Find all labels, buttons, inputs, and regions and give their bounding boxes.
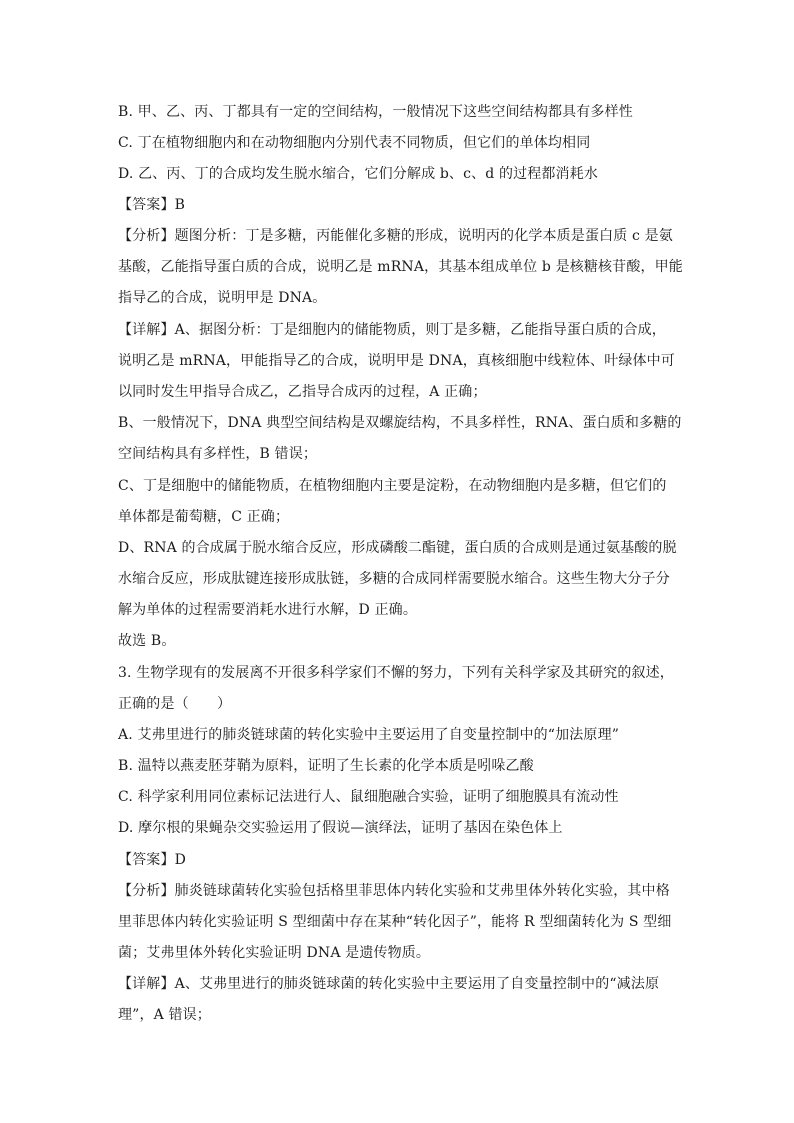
q2-analysis-line: 指导乙的合成，说明甲是 DNA。 bbox=[118, 290, 327, 306]
q3-analysis-line: 里菲思体内转化实验证明 S 型细菌中存在某种“转化因子”，能将 R 型细菌转化为 S 型细 bbox=[118, 914, 672, 930]
q3-detail-line: 【详解】A、艾弗里进行的肺炎链球菌的转化实验中主要运用了自变量控制中的“减法原 bbox=[118, 976, 660, 992]
q3-option-c: C. 科学家利用同位素标记法进行人、鼠细胞融合实验，证明了细胞膜具有流动性 bbox=[118, 789, 619, 805]
q2-detail-line: 【详解】A、据图分析：丁是细胞内的储能物质，则丁是多糖，乙能指导蛋白质的合成， bbox=[118, 322, 666, 338]
q2-detail-line: D、RNA 的合成属于脱水缩合反应，形成磷酸二酯键，蛋白质的合成则是通过氨基酸的脱 bbox=[118, 540, 677, 556]
q3-analysis-line: 菌；艾弗里体外转化实验证明 DNA 是遗传物质。 bbox=[118, 945, 431, 961]
q2-detail-line: 以同时发生甲指导合成乙，乙指导合成丙的过程，A 正确； bbox=[118, 384, 487, 400]
q3-analysis-line: 【分析】肺炎链球菌转化实验包括格里菲思体内转化实验和艾弗里体外转化实验，其中格 bbox=[118, 883, 670, 899]
q3-option-a: A. 艾弗里进行的肺炎链球菌的转化实验中主要运用了自变量控制中的“加法原理” bbox=[118, 727, 620, 743]
q2-detail-line: 解为单体的过程需要消耗水进行水解，D 正确。 bbox=[118, 602, 417, 618]
q3-answer: 【答案】D bbox=[118, 852, 186, 868]
q3-option-b: B. 温特以燕麦胚芽鞘为原料，证明了生长素的化学本质是吲哚乙酸 bbox=[118, 758, 534, 774]
q2-option-b: B. 甲、乙、丙、丁都具有一定的空间结构，一般情况下这些空间结构都具有多样性 bbox=[118, 104, 633, 120]
q2-detail-line: 空间结构具有多样性，B 错误； bbox=[118, 446, 317, 462]
q3-option-d: D. 摩尔根的果蝇杂交实验运用了假说—演绎法，证明了基因在染色体上 bbox=[118, 820, 563, 836]
q3-stem-line: 3. 生物学现有的发展离不开很多科学家们不懈的努力，下列有关科学家及其研究的叙述， bbox=[118, 665, 674, 681]
q2-conclusion: 故选 B。 bbox=[118, 633, 176, 649]
q2-analysis-line: 【分析】题图分析：丁是多糖，丙能催化多糖的形成，说明丙的化学本质是蛋白质 c 是氨 bbox=[118, 228, 673, 244]
q2-detail-line: 说明乙是 mRNA，甲能指导乙的合成，说明甲是 DNA，真核细胞中线粒体、叶绿体中可 bbox=[118, 353, 675, 369]
q2-detail-line: 水缩合反应，形成肽键连接形成肽链，多糖的合成同样需要脱水缩合。这些生物大分子分 bbox=[118, 571, 670, 587]
q2-detail-line: 单体都是葡萄糖，C 正确； bbox=[118, 509, 290, 525]
q2-detail-line: B、一般情况下，DNA 典型空间结构是双螺旋结构，不具多样性，RNA、蛋白质和多糖的 bbox=[118, 415, 682, 431]
q3-stem-line: 正确的是（ ） bbox=[118, 696, 232, 712]
q2-answer: 【答案】B bbox=[118, 197, 186, 213]
q2-option-c: C. 丁在植物细胞内和在动物细胞内分别代表不同物质，但它们的单体均相同 bbox=[118, 135, 591, 151]
q3-detail-line: 理”，A 错误； bbox=[118, 1007, 211, 1023]
q2-option-d: D. 乙、丙、丁的合成均发生脱水缩合，它们分解成 b、c、d 的过程都消耗水 bbox=[118, 166, 598, 182]
q2-analysis-line: 基酸，乙能指导蛋白质的合成，说明乙是 mRNA，其基本组成单位 b 是核糖核苷酸，甲能 bbox=[118, 259, 683, 275]
q2-detail-line: C、丁是细胞中的储能物质，在植物细胞内主要是淀粉，在动物细胞内是多糖，但它们的 bbox=[118, 478, 667, 494]
